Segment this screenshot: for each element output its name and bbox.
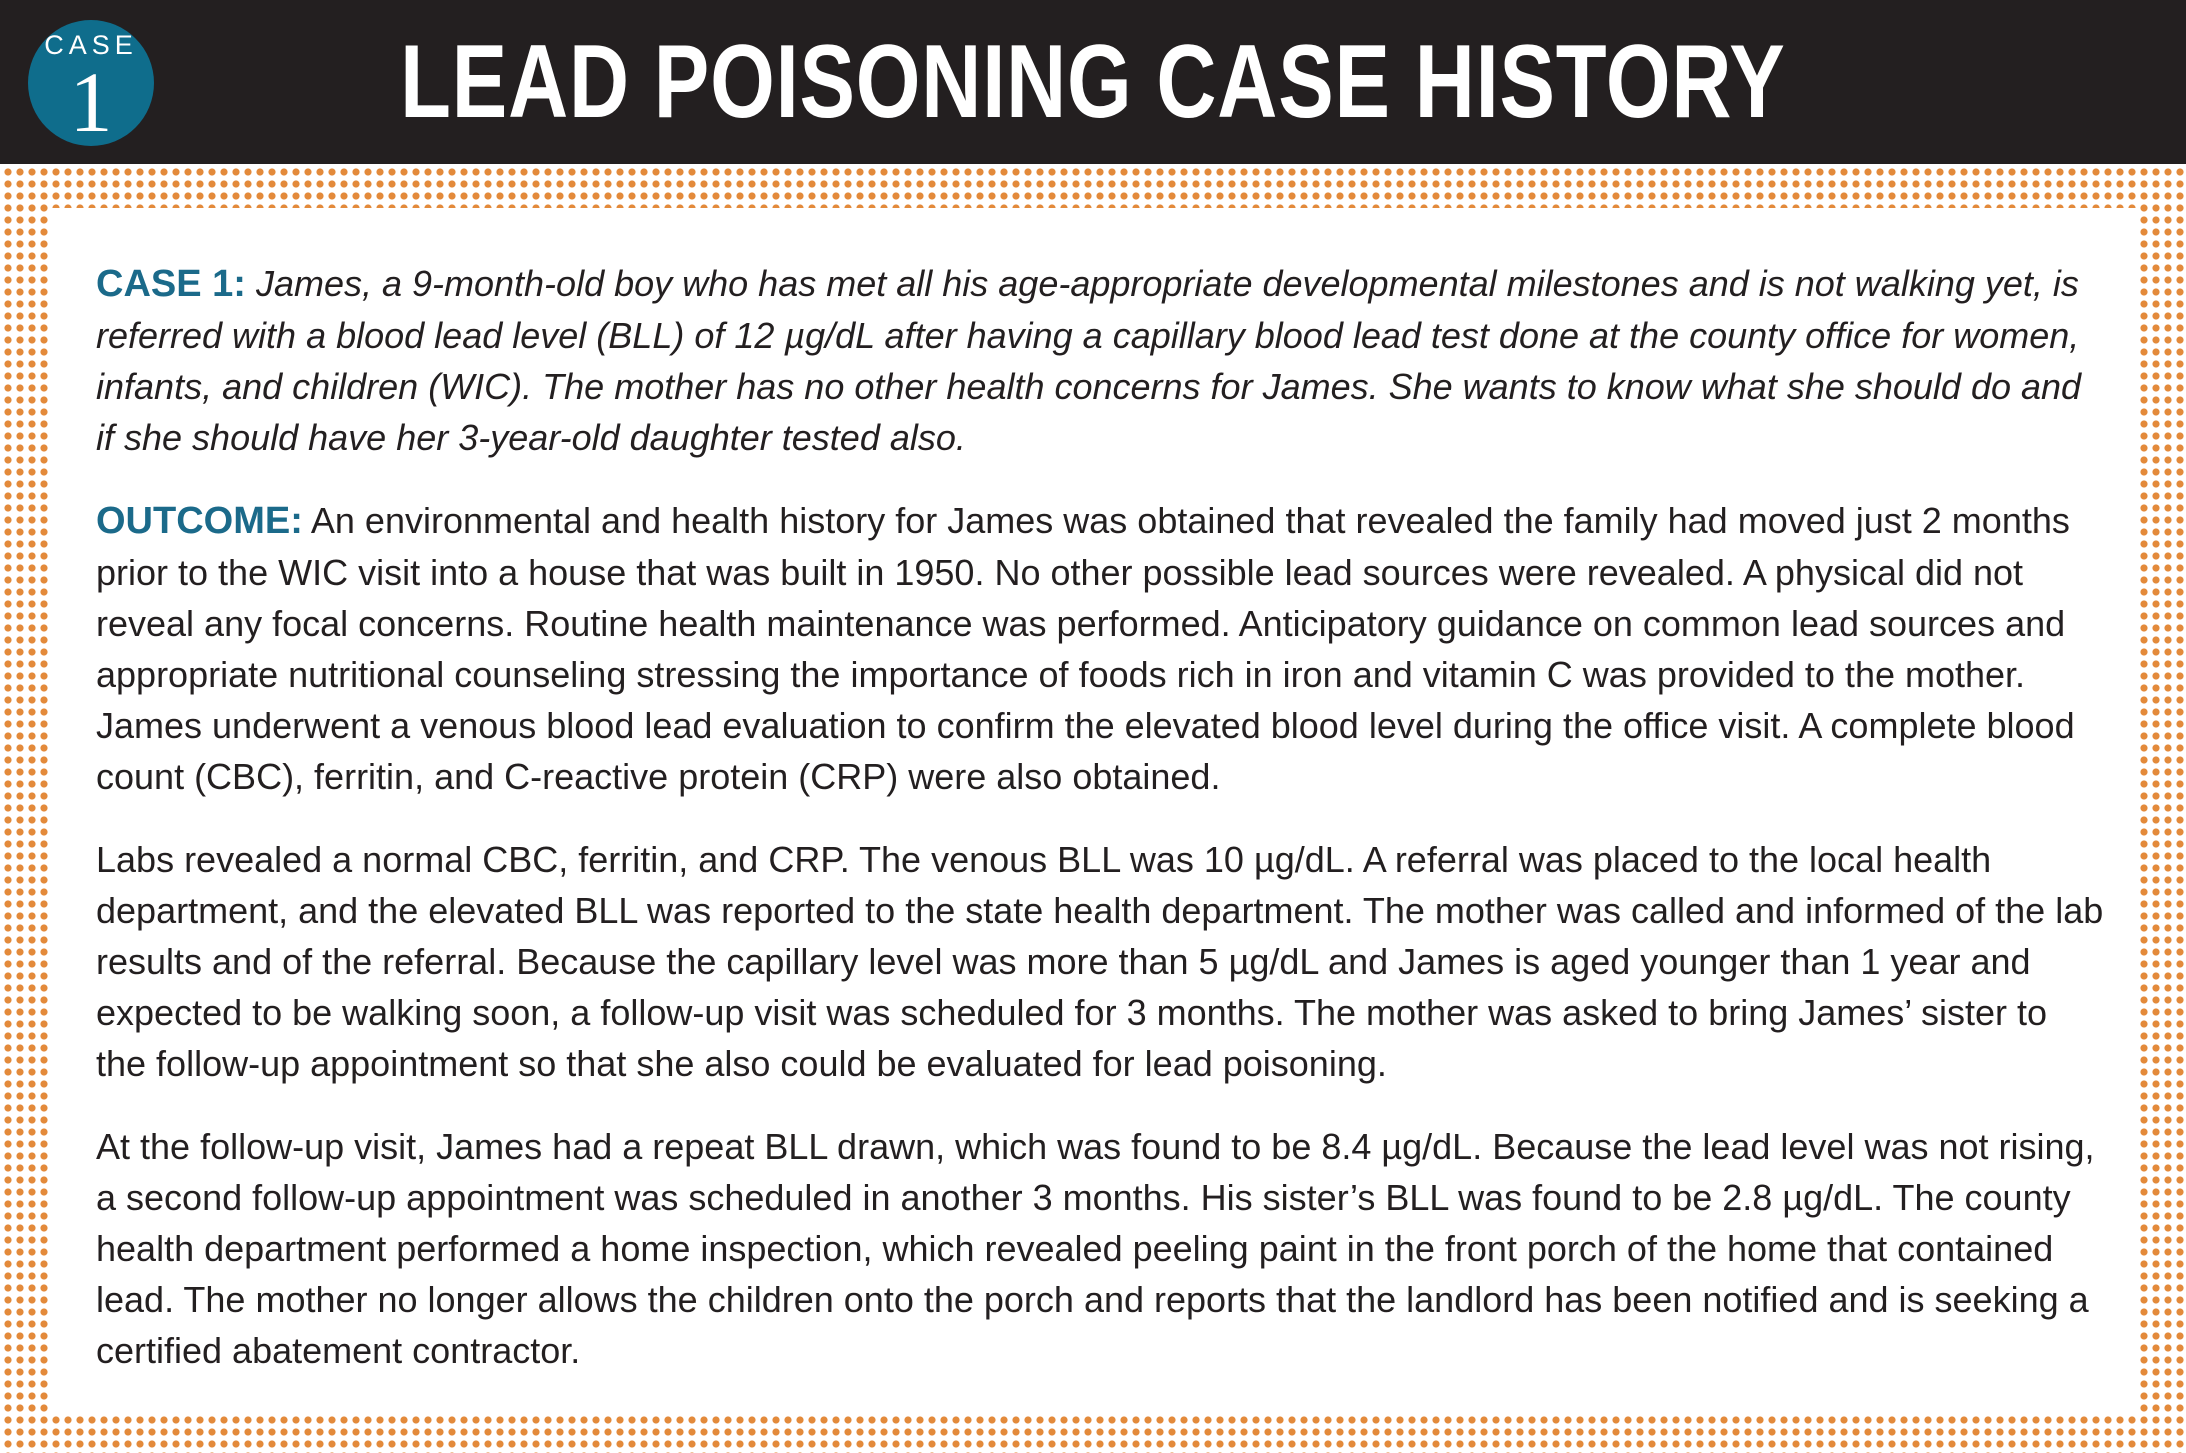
outcome-paragraph	[96, 495, 2106, 802]
follow-up-paragraph: At the follow-up visit, James had a repeat BLL drawn, which was found to be 8.4 µg/dL. Because the lead level was not rising, a second follow-up appointment was scheduled in another 3 months. His sister’s BLL was found to be 2.8 µg/dL. The county health department performed a home inspection, which revealed peeling paint in the front porch of the home that contained lead. The mother no longer allows the children onto the porch and reports that the landlord has been notified and is seeking a certified abatement contractor.	[96, 1126, 2095, 1371]
outcome-text: An environmental and health history for James was obtained that revealed the family had moved just 2 months prior to the WIC visit into a house that was built in 1950. No other possible lead sources were revealed. A physical did not reveal any focal concerns. Routine health maintenance was performed. Anticipatory guidance on common lead sources and appropriate nutritional counseling stressing the importance of foods rich in iron and vitamin C was provided to the mother. James underwent a venous blood lead evaluation to confirm the elevated blood level during the office visit. A complete blood count (CBC), ferritin, and C-reactive protein (CRP) were also obtained.	[96, 500, 2075, 797]
page-title	[0, 0, 2186, 164]
badge-word: CASE	[44, 30, 138, 60]
outcome-label: OUTCOME:	[96, 500, 303, 542]
header-bar	[0, 0, 2186, 164]
page-title-text: LEAD POISONING CASE HISTORY	[400, 24, 1786, 140]
case-content	[96, 258, 2106, 1376]
case-paragraph	[96, 258, 2106, 463]
case-text: James, a 9-month-old boy who has met all his age-appropriate developmental milestones and is not walking yet, is referred with a blood lead level (BLL) of 12 µg/dL after having a capillary blood lead test done at the county office for women, infants, and children (WIC). The mother has no other health concerns for James. She wants to know what she should do and if she should have her 3-year-old daughter tested also.	[96, 263, 2082, 458]
labs-paragraph: Labs revealed a normal CBC, ferritin, and CRP. The venous BLL was 10 µg/dL. A referral was placed to the local health department, and the elevated BLL was reported to the state health department. The mother was called and informed of the lab results and of the referral. Because the capillary level was more than 5 µg/dL and James is aged younger than 1 year and expected to be walking soon, a follow-up visit was scheduled for 3 months. The mother was asked to bring James’ sister to the follow-up appointment so that she also could be evaluated for lead poisoning.	[96, 839, 2104, 1084]
badge-number: 1	[69, 54, 113, 150]
case-label: CASE 1:	[96, 263, 246, 305]
